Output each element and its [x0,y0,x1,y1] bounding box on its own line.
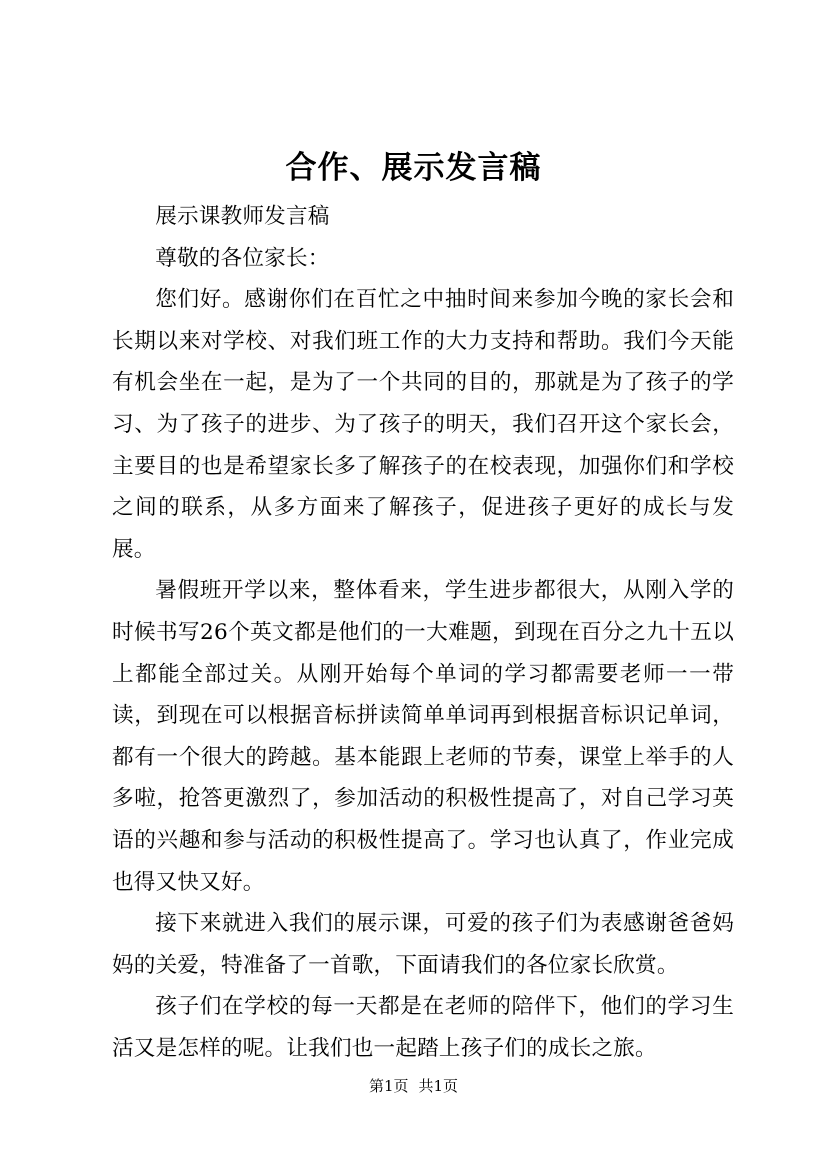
paragraph-subtitle: 展示课教师发言稿 [155,204,330,229]
page-number: 第1页 [368,1077,409,1095]
document-body [112,196,734,1069]
paragraph-greeting: 您们好。感谢你们在百忙之中抽时间来参加今晚的家长会和长期以来对学校、对我们班工作的大力支持和帮助。我们今天能有机会坐在一起，是为了一个共同的目的，那就是为了孩子的学习、为了孩子的进步、为了孩子的明天，我们召开这个家长会，主要目的也是希望家长多了解孩子的在校表现，加强你们和学校之间的联系，从多方面来了解孩子，促进孩子更好的成长与发展。 [112,287,734,562]
paragraph-progress: 暑假班开学以来，整体看来，学生进步都很大，从刚入学的时候书写26个英文都是他们的一大难题，到现在百分之九十五以上都能全部过关。从刚开始每个单词的学习都需要老师一一带读，到现在可以根据音标拼读简单单词再到根据音标识记单词，都有一个很大的跨越。基本能跟上老师的节奏，课堂上举手的人多啦，抢答更激烈了，参加活动的积极性提高了，对自己学习英语的兴趣和参与活动的积极性提高了。学习也认真了，作业完成也得又快又好。 [112,578,734,895]
document-title: 合作、展示发言稿 [285,150,542,186]
paragraph-closing: 孩子们在学校的每一天都是在老师的陪伴下，他们的学习生活又是怎样的呢。让我们也一起踏上孩子们的成长之旅。 [112,994,734,1061]
paragraph-show-intro: 接下来就进入我们的展示课，可爱的孩子们为表感谢爸爸妈妈的关爱，特准备了一首歌，下面请我们的各位家长欣赏。 [112,911,734,978]
page-total: 共1页 [418,1077,459,1095]
paragraph-salutation: 尊敬的各位家长： [155,245,330,271]
page-footer [0,1074,827,1098]
